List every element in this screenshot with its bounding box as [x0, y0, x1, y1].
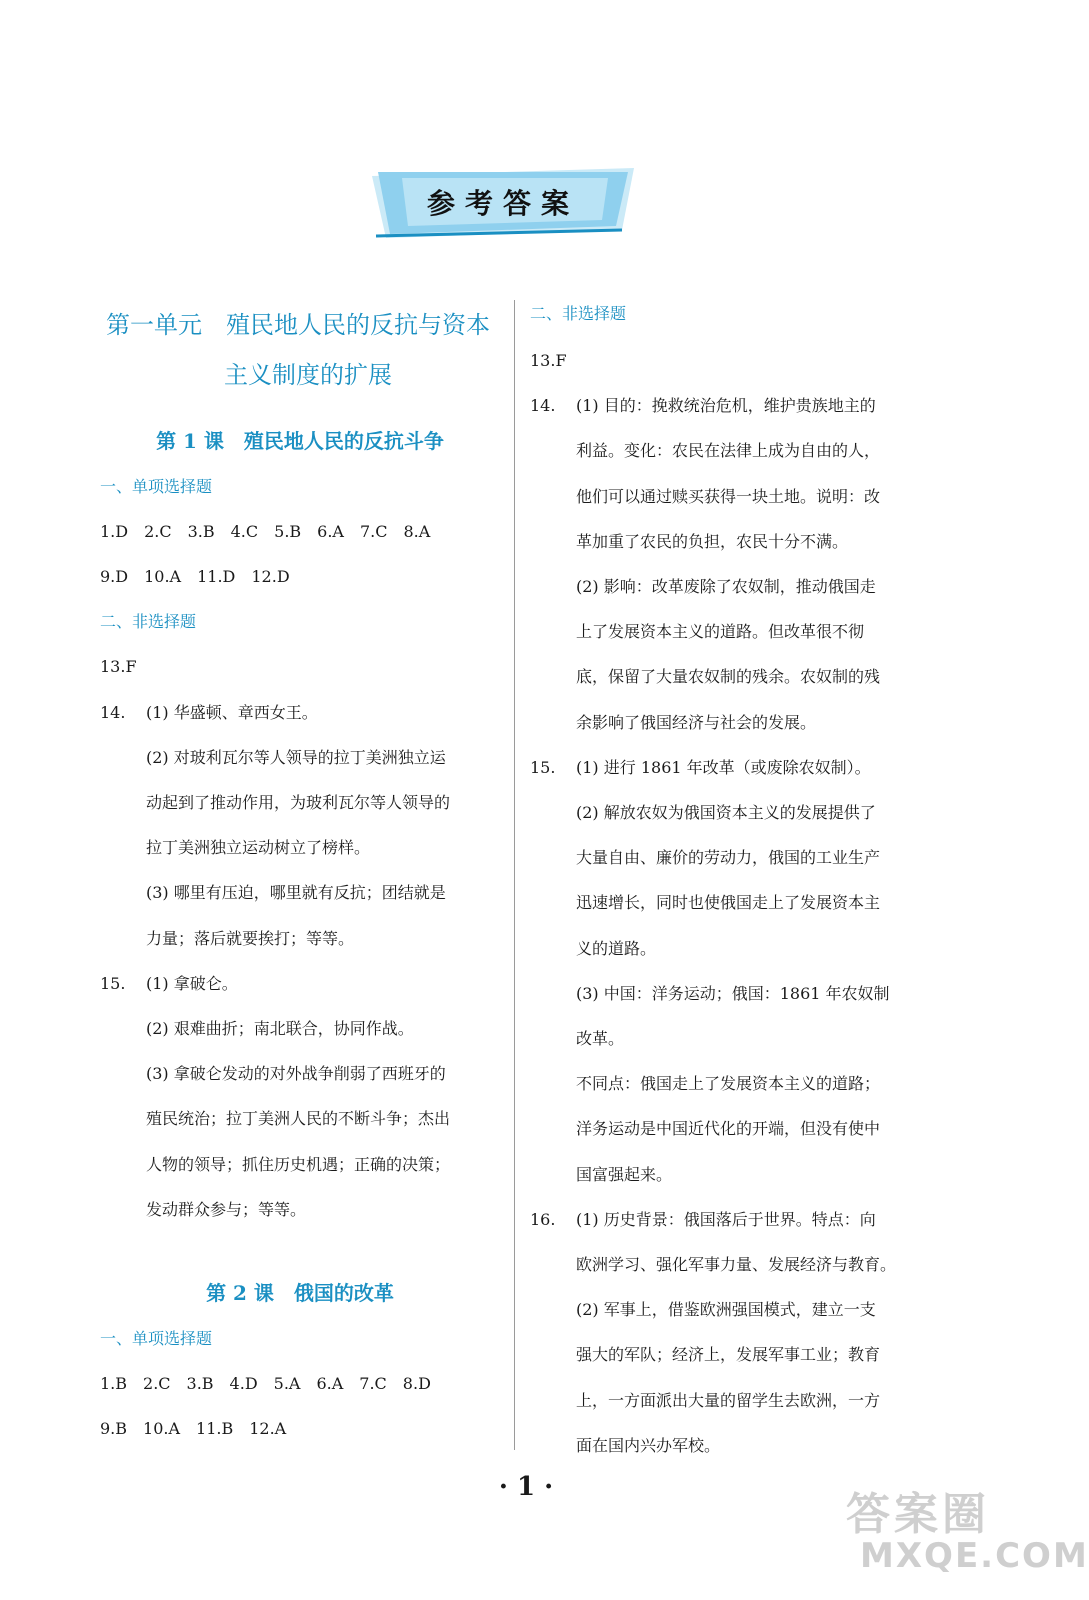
section-heading: 二、非选择题 [530, 304, 627, 323]
answer-line [530, 745, 920, 790]
answer-line: (2) 军事上，借鉴欧洲强国模式，建立一支 [576, 1300, 876, 1320]
section-heading: 一、单项选择题 [100, 1329, 213, 1349]
page-number: · 1 · [498, 1472, 554, 1502]
answer-line: 面在国内兴办军校。 [576, 1435, 721, 1455]
answer-line: 人物的领导；抓住历史机遇；正确的决策； [146, 1154, 451, 1174]
answer-line: 义的道路。 [576, 938, 657, 958]
answer-line: (3) 拿破仑发动的对外战争削弱了西班牙的 [146, 1064, 446, 1084]
unit-title-line-2: 主义制度的扩展 [224, 361, 392, 389]
answer-line: (3) 中国：洋务运动；俄国：1861 年农奴制 [576, 983, 890, 1003]
answer-line: 底，保留了大量农奴制的残余。农奴制的残 [576, 667, 881, 687]
answer-line: (2) 解放农奴为俄国资本主义的发展提供了 [576, 803, 876, 823]
answer-line: 强大的军队；经济上，发展军事工业；教育 [576, 1345, 881, 1365]
answer-line: 改革。 [576, 1029, 625, 1049]
mc-answers-row: 1.B 2.C 3.B 4.D 5.A 6.A 7.C 8.D [100, 1374, 431, 1394]
answer-line: 13.F [530, 351, 567, 370]
watermark-cn: 答案圈 [846, 1489, 990, 1540]
answer-line: 国富强起来。 [576, 1164, 673, 1184]
answer-line: (3) 哪里有压迫，哪里就有反抗；团结就是 [146, 883, 446, 903]
answer-line: 利益。变化：农民在法律上成为自由的人， [576, 441, 881, 461]
right-column [530, 300, 920, 1468]
lesson-1-title: 第 1 课 殖民地人民的反抗斗争 [156, 429, 444, 453]
answer-line: 动起到了推动作用，为玻利瓦尔等人领导的 [146, 793, 451, 813]
mc-answers-row: 9.B 10.A 11.B 12.A [100, 1419, 287, 1439]
watermark-en: MXQE.COM [860, 1536, 1089, 1576]
answer-text: (1) 目的：挽救统治危机，维护贵族地主的 [576, 396, 876, 416]
question-number: 14. [100, 702, 126, 722]
answer-line: 上了发展资本主义的道路。但改革很不彻 [576, 622, 865, 642]
question-number: 14. [530, 396, 556, 416]
question-number: 16. [530, 1209, 556, 1229]
answer-line: 革加重了农民的负担，农民十分不满。 [576, 531, 849, 551]
answer-line: 力量；落后就要挨打；等等。 [146, 928, 355, 948]
answer-line: 13.F [100, 657, 137, 677]
answer-line: 余影响了俄国经济与社会的发展。 [576, 712, 817, 732]
column-divider [514, 300, 515, 1450]
answer-line: 殖民统治；拉丁美洲人民的不断斗争；杰出 [146, 1109, 451, 1129]
mc-answers-row: 9.D 10.A 11.D 12.D [100, 567, 290, 587]
answer-line [100, 961, 500, 1006]
answer-line: 不同点：俄国走上了发展资本主义的道路； [576, 1074, 881, 1094]
answer-line: 欧洲学习、强化军事力量、发展经济与教育。 [576, 1255, 897, 1275]
header-banner [372, 168, 634, 240]
answer-line: 迅速增长，同时也使俄国走上了发展资本主 [576, 893, 881, 913]
answer-line: 拉丁美洲独立运动树立了榜样。 [146, 838, 371, 858]
mc-answers-row: 1.D 2.C 3.B 4.C 5.B 6.A 7.C 8.A [100, 522, 431, 541]
answer-line: (2) 艰难曲折；南北联合，协同作战。 [146, 1019, 414, 1039]
answer-line: 大量自由、廉价的劳动力，俄国的工业生产 [576, 848, 881, 868]
answer-text: (1) 华盛顿、章西女王。 [146, 702, 318, 722]
answer-text: (1) 拿破仑。 [146, 973, 238, 993]
question-number: 15. [100, 973, 126, 993]
answer-line [530, 383, 920, 428]
answer-line [530, 1197, 920, 1242]
answer-line: 他们可以通过赎买获得一块土地。说明：改 [576, 486, 881, 506]
page-title: 参考答案 [426, 187, 579, 220]
section-heading: 一、单项选择题 [100, 477, 213, 496]
lesson-2-title: 第 2 课 俄国的改革 [206, 1281, 394, 1306]
section-heading: 二、非选择题 [100, 612, 197, 632]
answer-line [100, 690, 500, 735]
answer-text: (1) 进行 1861 年改革（或废除农奴制）。 [576, 757, 871, 777]
unit-title-line-1: 第一单元 殖民地人民的反抗与资本 [106, 311, 490, 339]
answer-line: (2) 影响：改革废除了农奴制，推动俄国走 [576, 577, 876, 597]
answer-line: (2) 对玻利瓦尔等人领导的拉丁美洲独立运 [146, 747, 446, 767]
answer-line: 发动群众参与；等等。 [146, 1199, 307, 1219]
question-number: 15. [530, 757, 556, 777]
answer-line: 上，一方面派出大量的留学生去欧洲，一方 [576, 1390, 881, 1410]
watermark-logo [846, 1478, 1089, 1588]
answer-line: 洋务运动是中国近代化的开端，但没有使中 [576, 1119, 881, 1139]
answer-text: (1) 历史背景：俄国落后于世界。特点：向 [576, 1209, 876, 1229]
left-column [100, 300, 500, 1451]
